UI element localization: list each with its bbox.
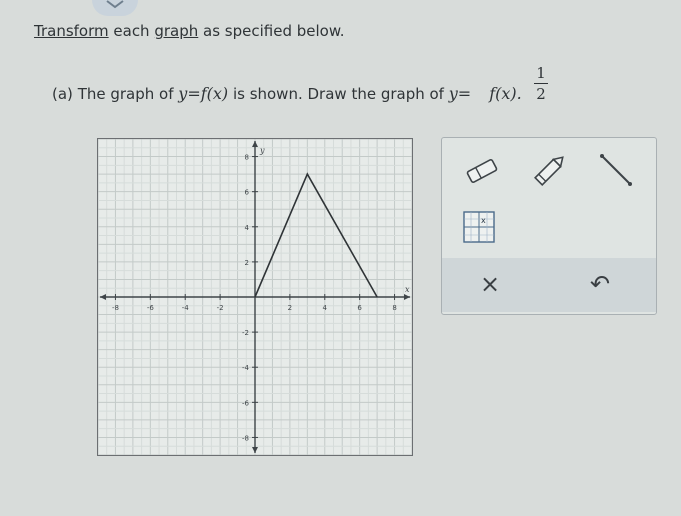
y-tick-label: -4 — [242, 364, 249, 373]
line-segment-icon[interactable] — [596, 150, 636, 190]
y-axis-label: y — [260, 146, 265, 155]
fraction-numerator: 1 — [536, 64, 546, 82]
part-label: (a) — [52, 85, 73, 103]
x-axis-label: x — [405, 285, 410, 294]
y-tick-label: 2 — [244, 258, 249, 267]
eraser-icon[interactable] — [462, 154, 502, 188]
undo-button[interactable]: ↶ — [590, 270, 611, 298]
graph-link[interactable]: graph — [154, 22, 199, 40]
x-tick-label: 8 — [392, 304, 397, 312]
x-tick-label: -2 — [216, 304, 224, 312]
expr-half-f: f(x). — [489, 84, 522, 103]
svg-text:x: x — [481, 216, 486, 225]
clear-button[interactable]: × — [480, 270, 501, 298]
instruction-suffix: as specified below. — [198, 22, 345, 40]
x-tick-label: -4 — [181, 304, 189, 312]
x-tick-label: 4 — [322, 304, 328, 312]
fraction-denominator: 2 — [536, 85, 546, 103]
y-tick-label: -8 — [242, 434, 249, 443]
y-tick-label: -6 — [242, 399, 249, 408]
y-axis-arrow-down — [252, 447, 258, 453]
point-grid-icon[interactable] — [462, 210, 496, 244]
y-tick-label: 8 — [244, 153, 249, 162]
x-tick-label: 6 — [357, 304, 362, 312]
y-axis-arrow-up — [252, 141, 258, 147]
graph-canvas[interactable] — [97, 138, 413, 456]
prompt-text-2: is shown. Draw the graph of — [232, 85, 444, 103]
fraction-bar — [534, 83, 548, 84]
part-a-prompt — [52, 84, 522, 103]
instruction-prefix[interactable]: Transform — [34, 22, 109, 40]
chevron-down-icon — [105, 0, 125, 9]
collapse-chevron[interactable] — [92, 0, 138, 16]
x-tick-label: -6 — [146, 304, 154, 312]
pencil-icon[interactable] — [530, 150, 570, 190]
fraction-half — [534, 64, 548, 103]
x-tick-label: -8 — [111, 304, 119, 312]
expr-f: y=f(x) — [178, 84, 229, 103]
y-tick-label: 4 — [244, 223, 249, 232]
x-axis-arrow-right — [404, 294, 410, 300]
instruction-text — [34, 22, 345, 40]
expr-y-equals: y= — [448, 84, 472, 103]
prompt-text-1: The graph of — [77, 85, 174, 103]
instruction-mid: each — [108, 22, 155, 40]
x-tick-label: 2 — [287, 304, 293, 312]
coordinate-plane[interactable] — [98, 139, 412, 455]
y-tick-label: 6 — [244, 188, 249, 197]
action-bar — [442, 258, 656, 312]
x-axis-arrow-left — [100, 294, 106, 300]
drawing-tool-panel — [441, 137, 657, 315]
y-tick-label: -2 — [242, 329, 249, 338]
